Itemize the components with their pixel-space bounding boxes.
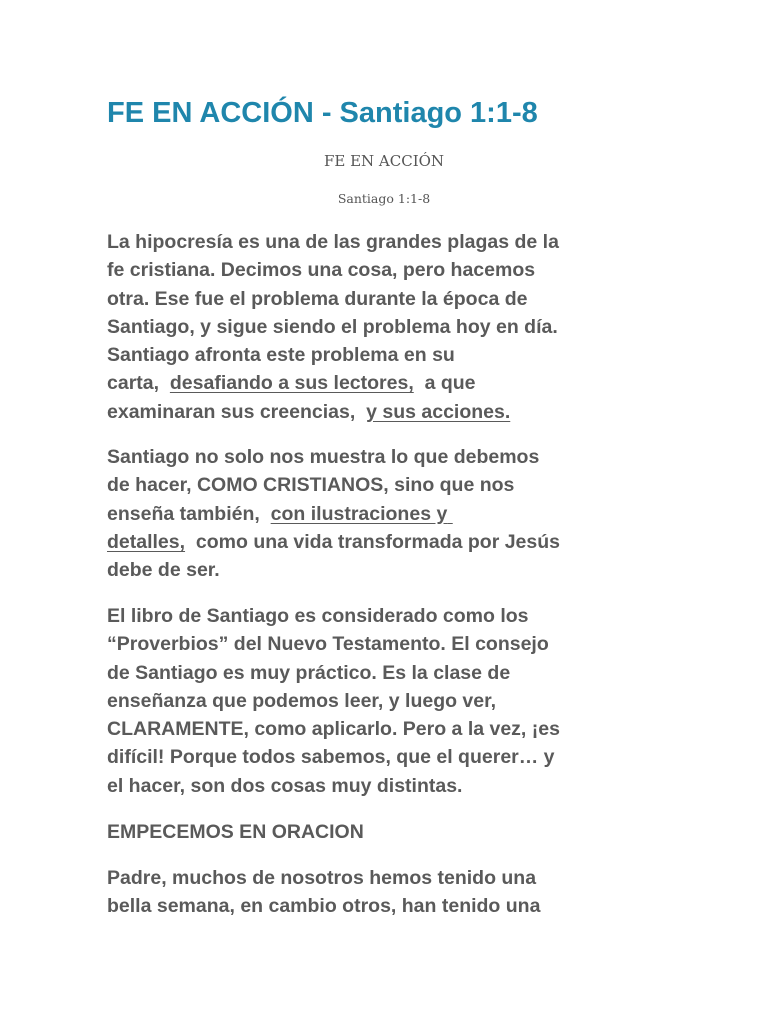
p1-line: fe cristiana. Decimos una cosa, pero hacemos [107, 259, 536, 282]
underlined-phrase: desafiando a sus lectores, [169, 372, 414, 395]
p2-line: enseña también, [107, 502, 260, 525]
paragraph-3 [107, 602, 687, 800]
document-title: FE EN ACCIÓN - Santiago 1:1-8 [107, 97, 538, 129]
p2-line: debe de ser. [107, 559, 220, 582]
p1-line: La hipocresía es una de las grandes plagas de la [107, 231, 559, 253]
underlined-phrase: detalles, [107, 530, 186, 553]
underlined-phrase: con ilustraciones y [270, 502, 448, 525]
p3-line: “Proverbios” del Nuevo Testamento. El consejo [107, 633, 549, 656]
p4-line: bella semana, en cambio otros, han tenido una [107, 895, 541, 918]
p1-line: examinaran sus creencias, [107, 400, 356, 423]
p1-line: otra. Ese fue el problema durante la época de [107, 287, 528, 310]
p3-line: de Santiago es muy práctico. Es la clase de [107, 661, 511, 684]
p1-line: Santiago, y sigue siendo el problema hoy en día. [107, 315, 558, 338]
p3-line: difícil! Porque todos sabemos, que el querer… y [107, 746, 555, 769]
section-heading: EMPECEMOS EN ORACION [107, 821, 364, 843]
subtitle-reference: Santiago 1:1-8 [337, 191, 431, 206]
p1-line: a que [424, 372, 476, 395]
p2-line: como una vida transformada por Jesús [195, 530, 560, 553]
p3-line: el hacer, son dos cosas muy distintas. [107, 774, 463, 797]
p2-line: de hacer, COMO CRISTIANOS, sino que nos [107, 474, 515, 497]
subtitle: FE EN ACCIÓN [323, 152, 445, 170]
paragraph-4 [107, 864, 687, 921]
p4-line: Padre, muchos de nosotros hemos tenido una [107, 867, 537, 889]
p3-line: enseñanza que podemos leer, y luego ver, [107, 689, 497, 712]
paragraph-1 [107, 228, 687, 426]
p3-line: CLARAMENTE, como aplicarlo. Pero a la vez, ¡es [107, 718, 560, 741]
p1-line: Santiago afronta este problema en su [107, 344, 455, 367]
p1-line: carta, [107, 372, 160, 395]
paragraph-2 [107, 443, 687, 584]
p2-line: Santiago no solo nos muestra lo que debemos [107, 446, 540, 468]
p3-line: El libro de Santiago es considerado como los [107, 605, 529, 627]
underlined-phrase: y sus acciones. [366, 400, 511, 423]
